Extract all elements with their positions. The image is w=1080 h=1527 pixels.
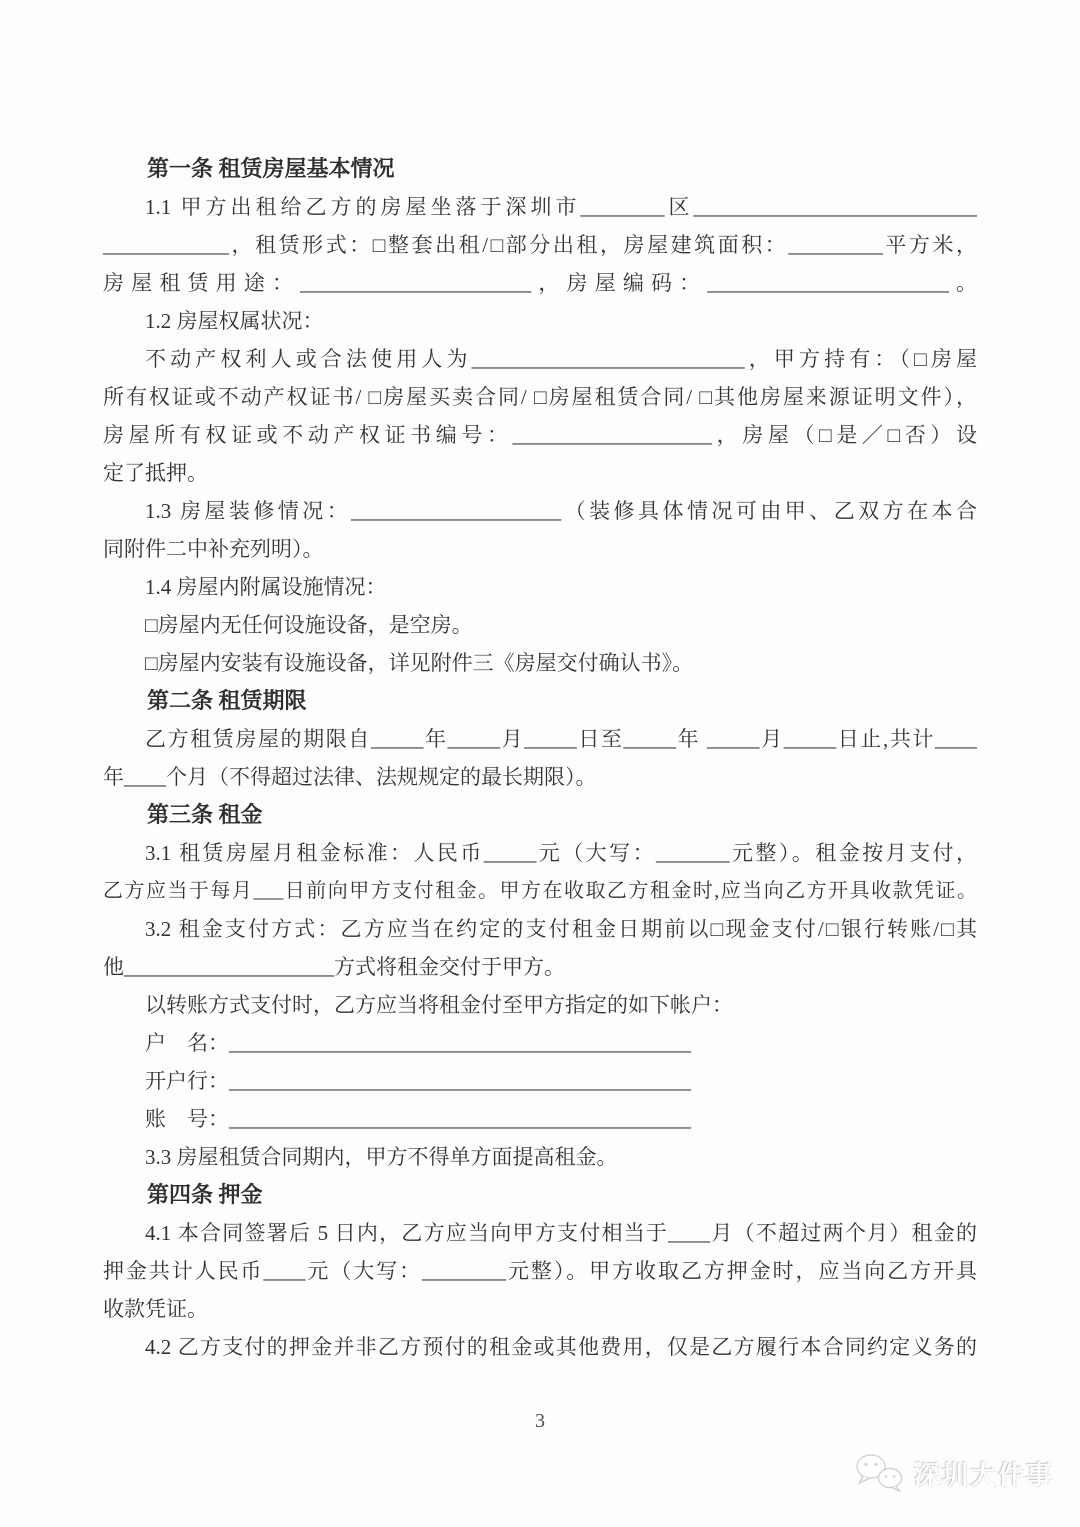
heading-article-3: 第三条 租金 (147, 802, 263, 827)
clause-1-1: 1.1 甲方出租给乙方的房屋坐落于深圳市________区___________________________ (145, 195, 977, 219)
heading-article-1: 第一条 租赁房屋基本情况 (147, 156, 395, 181)
clause-1-2-cont: 所有权证或不动产权证书/ □房屋买卖合同/ □房屋租赁合同/ □其他房屋来源证明文件）， (103, 385, 977, 409)
clause-3-2-transfer: 以转账方式支付时，乙方应当将租金付至甲方指定的如下帐户： (145, 993, 733, 1017)
clause-4-1-cont: 押金共计人民币____元（大写：________元整）。甲方收取乙方押金时，应当向乙方开具 (103, 1259, 977, 1283)
wechat-bubbles-icon (854, 1452, 906, 1494)
page-number: 3 (535, 1410, 545, 1432)
heading-article-4: 第四条 押金 (147, 1182, 263, 1207)
watermark (854, 1452, 1054, 1494)
clause-1-2-cont-2: 定了抵押。 (103, 461, 208, 485)
clause-3-1: 3.1 租赁房屋月租金标准：人民币_____元（大写：_______元整）。租金按月支付， (145, 841, 977, 865)
clause-1-1-cont-2: 房屋租赁用途：______________________，房屋编码：_______________________。 (103, 271, 977, 295)
clause-4-1-cont-2: 收款凭证。 (103, 1297, 208, 1321)
clause-1-4-option-empty: □房屋内无任何设施设备，是空房。 (145, 613, 473, 637)
clause-2-term: 乙方租赁房屋的期限自_____年_____月_____日至_____年 _____月_____日止,共计____ (145, 727, 977, 751)
clause-1-4-option-equipped: □房屋内安装有设施设备，详见附件三《房屋交付确认书》。 (145, 651, 694, 675)
clause-3-2-cont: 他____________________方式将租金交付于甲方。 (103, 955, 565, 979)
heading-article-2: 第二条 租赁期限 (147, 688, 307, 713)
field-account-number: 账 号：____________________________________________ (145, 1107, 691, 1131)
clause-4-2: 4.2 乙方支付的押金并非乙方预付的租金或其他费用，仅是乙方履行本合同约定义务的 (145, 1335, 977, 1359)
clause-1-2-owner: 不动产权利人或合法使用人为__________________________，甲方持有：（□房屋 (145, 347, 977, 371)
clause-1-2: 1.2 房屋权属状况： (145, 309, 324, 333)
clause-2-term-cont: 年____个月（不得超过法律、法规规定的最长期限）。 (103, 765, 597, 789)
clause-1-2-cert-no: 房屋所有权证或不动产权证书编号：___________________，房屋（□是／□否）设 (103, 423, 977, 447)
field-bank-name: 开户行：____________________________________________ (145, 1069, 691, 1093)
clause-4-1: 4.1 本合同签署后 5 日内，乙方应当向甲方支付相当于____月（不超过两个月）租金的 (145, 1221, 977, 1245)
clause-1-3: 1.3 房屋装修情况：____________________（装修具体情况可由甲、乙双方在本合 (145, 499, 977, 523)
clause-3-1-cont: 乙方应当于每月___日前向甲方支付租金。甲方在收取乙方租金时,应当向乙方开具收款凭证。 (103, 880, 977, 902)
field-account-name: 户 名：____________________________________________ (145, 1031, 691, 1055)
clause-1-1-cont: ____________，租赁形式：□整套出租/□部分出租，房屋建筑面积：_________平方米， (103, 233, 977, 257)
contract-body (103, 150, 977, 1366)
clause-1-4: 1.4 房屋内附属设施情况： (145, 575, 387, 599)
watermark-label: 深圳大件事 (913, 1459, 1054, 1490)
clause-3-3: 3.3 房屋租赁合同期内，甲方不得单方面提高租金。 (145, 1145, 618, 1169)
clause-1-3-cont: 同附件二中补充列明）。 (103, 537, 324, 561)
clause-3-2: 3.2 租金支付方式：乙方应当在约定的支付租金日期前以□现金支付/□银行转账/□其 (145, 917, 977, 941)
